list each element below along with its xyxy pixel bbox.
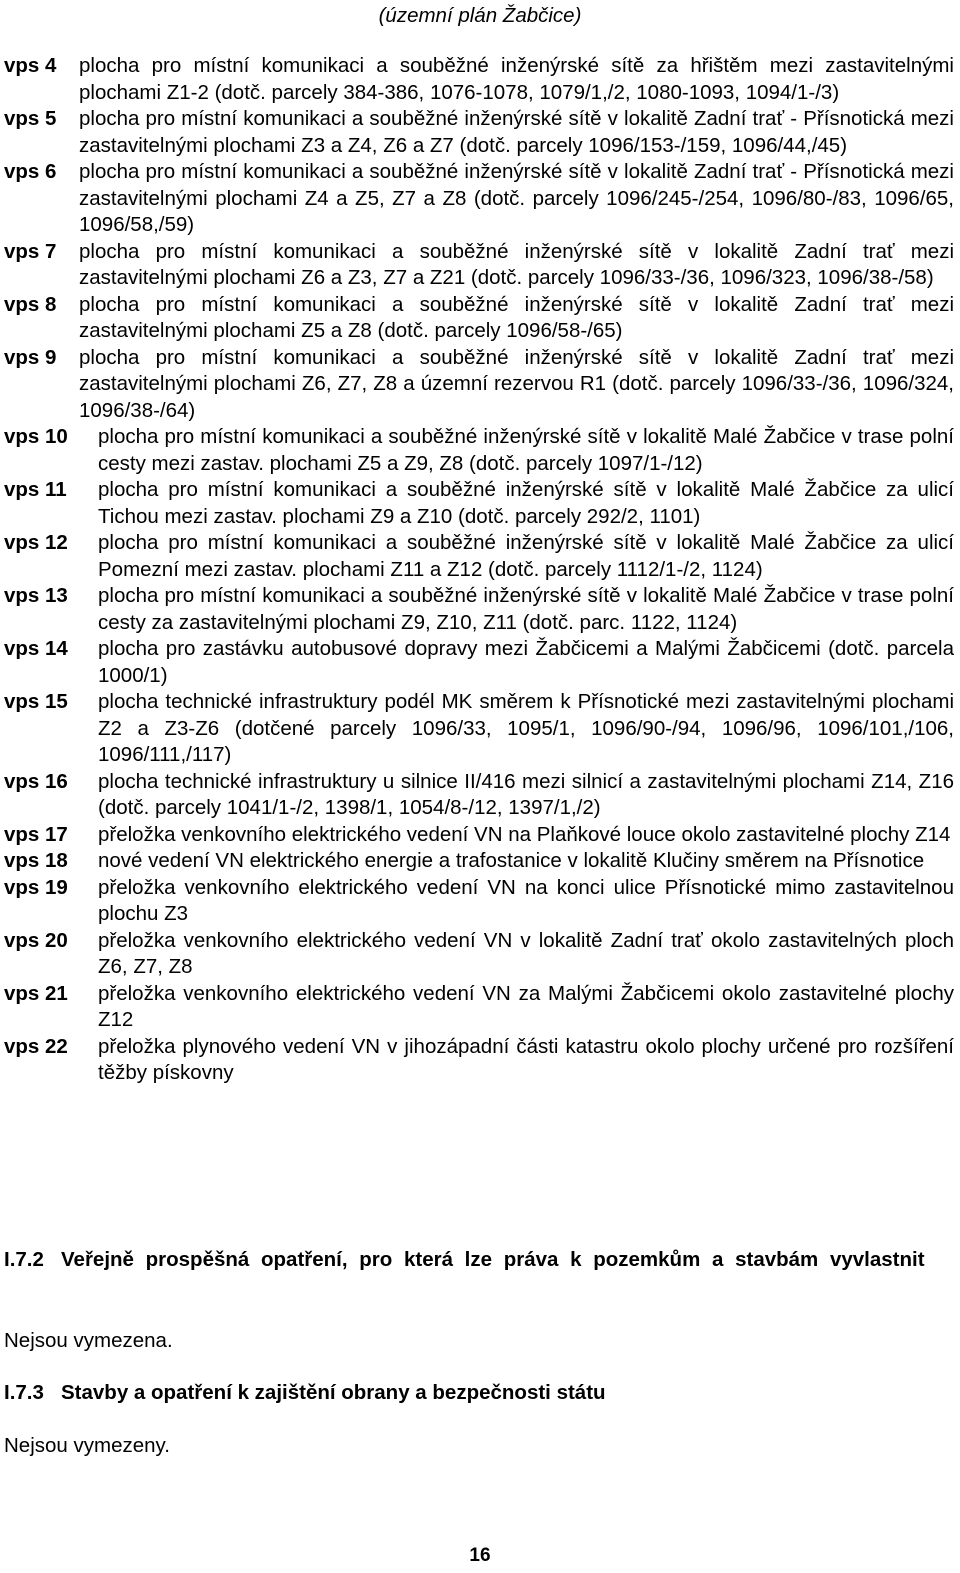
vps-item [4,477,954,530]
vps-code: vps 10 [4,425,68,448]
vps-code: vps 16 [4,769,68,793]
vps-description: přeložka venkovního elektrického vedení VN za Malými Žabčicemi okolo zastavitelné plochy Z12 [98,981,954,1031]
vps-code: vps 22 [4,1034,68,1058]
vps-description: nové vedení VN elektrického energie a trafostanice v lokalitě Klučiny směrem na Přísnotice [98,849,925,872]
section-title: Stavby a opatření k zajištění obrany a bezpečnosti státu [61,1381,606,1404]
vps-list [4,53,954,1087]
vps-code: vps 20 [4,928,68,952]
vps-code: vps 18 [4,849,68,872]
section-text-i72: Nejsou vymezena. [4,1329,173,1352]
vps-item [4,636,954,689]
vps-description: plocha pro zastávku autobusové dopravy mezi Žabčicemi a Malými Žabčicemi (dotč. parcela 1000/1) [98,637,954,687]
vps-item [4,530,954,583]
vps-code: vps 5 [4,107,57,130]
vps-item [4,424,954,477]
section-title: Veřejně prospěšná opatření, pro která lze práva k pozemkům a stavbám vyvlastnit [61,1248,925,1271]
vps-description: přeložka venkovního elektrického vedení VN na Plaňkové louce okolo zastavitelné plochy Z14 [98,822,951,846]
vps-description: plocha pro místní komunikaci a souběžné inženýrské sítě v lokalitě Malé Žabčice v trase polní cesty mezi zastav. plochami Z5 a Z9, Z8 (dotč. parcely 1097/1-/12) [98,425,954,475]
vps-description: přeložka plynového vedení VN v jihozápadní části katastru okolo plochy určené pro rozšíření těžby pískovny [98,1034,954,1084]
vps-item [4,345,954,425]
section-text-i73: Nejsou vymezeny. [4,1434,170,1457]
vps-description: plocha pro místní komunikaci a souběžné inženýrské sítě v lokalitě Malé Žabčice v trase polní cesty za zastavitelnými plochami Z9, Z10, Z11 (dotč. parc. 1122, 1124) [98,584,954,634]
vps-description: plocha pro místní komunikaci a souběžné inženýrské sítě v lokalitě Malé Žabčice za ulicí Pomezní mezi zastav. plochami Z11 a Z12 (dotč. parcely 1112/1-/2, 1124) [98,531,954,581]
vps-code: vps 11 [4,478,67,501]
vps-description: plocha technické infrastruktury u silnice II/416 mezi silnicí a zastavitelnými plochami Z14, Z16 (dotč. parcely 1041/1-/2, 1398/1, 1054/8-/12, 1397/1,/2) [98,769,954,819]
vps-code: vps 13 [4,584,68,607]
vps-item [4,822,954,849]
section-heading-i72 [4,1247,954,1274]
vps-description: plocha pro místní komunikaci a souběžné inženýrské sítě v lokalitě Zadní trať mezi zastavitelnými plochami Z6 a Z3, Z7 a Z21 (dotč. parcely 1096/33-/36, 1096/323, 1096/38-/58) [79,239,954,289]
vps-description: plocha pro místní komunikaci a souběžné inženýrské sítě v lokalitě Zadní trať - Přísnotická mezi zastavitelnými plochami Z4 a Z5, Z7 a Z8 (dotč. parcely 1096/245-/254, 1096/80-/83, 1096/65, 1096/58,/59) [79,160,954,236]
vps-item [4,848,954,875]
document-header: (územní plán Žabčice) [378,4,582,27]
vps-description: přeložka venkovního elektrického vedení VN v lokalitě Zadní trať okolo zastavitelných ploch Z6, Z7, Z8 [98,928,954,978]
vps-item [4,981,954,1034]
vps-description: plocha pro místní komunikaci a souběžné inženýrské sítě v lokalitě Zadní trať mezi zastavitelnými plochami Z6, Z7, Z8 a územní rezervou R1 (dotč. parcely 1096/33-/36, 1096/324, 1096/38-/64) [79,345,954,422]
vps-description: plocha pro místní komunikaci a souběžné inženýrské sítě v lokalitě Zadní trať mezi zastavitelnými plochami Z5 a Z8 (dotč. parcely 1096/58-/65) [79,292,954,342]
vps-item [4,159,954,239]
vps-description: plocha pro místní komunikaci a souběžné inženýrské sítě v lokalitě Malé Žabčice za ulicí Tichou mezi zastav. plochami Z9 a Z10 (dotč. parcely 292/2, 1101) [98,478,954,528]
section-heading-i73 [4,1380,954,1407]
vps-item [4,689,954,769]
vps-item [4,239,954,292]
vps-code: vps 9 [4,345,57,369]
vps-description: plocha pro místní komunikaci a souběžné inženýrské sítě za hřištěm mezi zastavitelnými plochami Z1-2 (dotč. parcely 384-386, 1076-1078, 1079/1,/2, 1080-1093, 1094/1-/3) [79,54,954,104]
vps-code: vps 15 [4,690,68,713]
vps-description: přeložka venkovního elektrického vedení VN na konci ulice Přísnotické mimo zastavitelnou plochu Z3 [98,875,954,925]
section-number: I.7.2 [4,1248,44,1271]
vps-item [4,928,954,981]
vps-code: vps 4 [4,54,57,77]
vps-code: vps 19 [4,875,68,899]
vps-code: vps 6 [4,160,57,183]
vps-code: vps 17 [4,822,68,846]
vps-description: plocha technické infrastruktury podél MK směrem k Přísnotické mezi zastavitelnými plochami Z2 a Z3-Z6 (dotčené parcely 1096/33, 1095/1, 1096/90-/94, 1096/96, 1096/101,/106, 1096/111,/117) [98,690,954,766]
vps-item [4,292,954,345]
vps-description: plocha pro místní komunikaci a souběžné inženýrské sítě v lokalitě Zadní trať - Přísnotická mezi zastavitelnými plochami Z3 a Z4, Z6 a Z7 (dotč. parcely 1096/153-/159, 1096/44,/45) [79,107,954,157]
vps-code: vps 21 [4,981,68,1005]
vps-item [4,53,954,106]
section-number: I.7.3 [4,1381,44,1404]
vps-item [4,1034,954,1087]
vps-item [4,769,954,822]
vps-item [4,106,954,159]
page-number: 16 [469,1545,491,1566]
vps-item [4,583,954,636]
vps-code: vps 12 [4,531,68,554]
vps-item [4,875,954,928]
vps-code: vps 14 [4,637,68,660]
vps-code: vps 7 [4,239,57,263]
vps-code: vps 8 [4,292,57,316]
